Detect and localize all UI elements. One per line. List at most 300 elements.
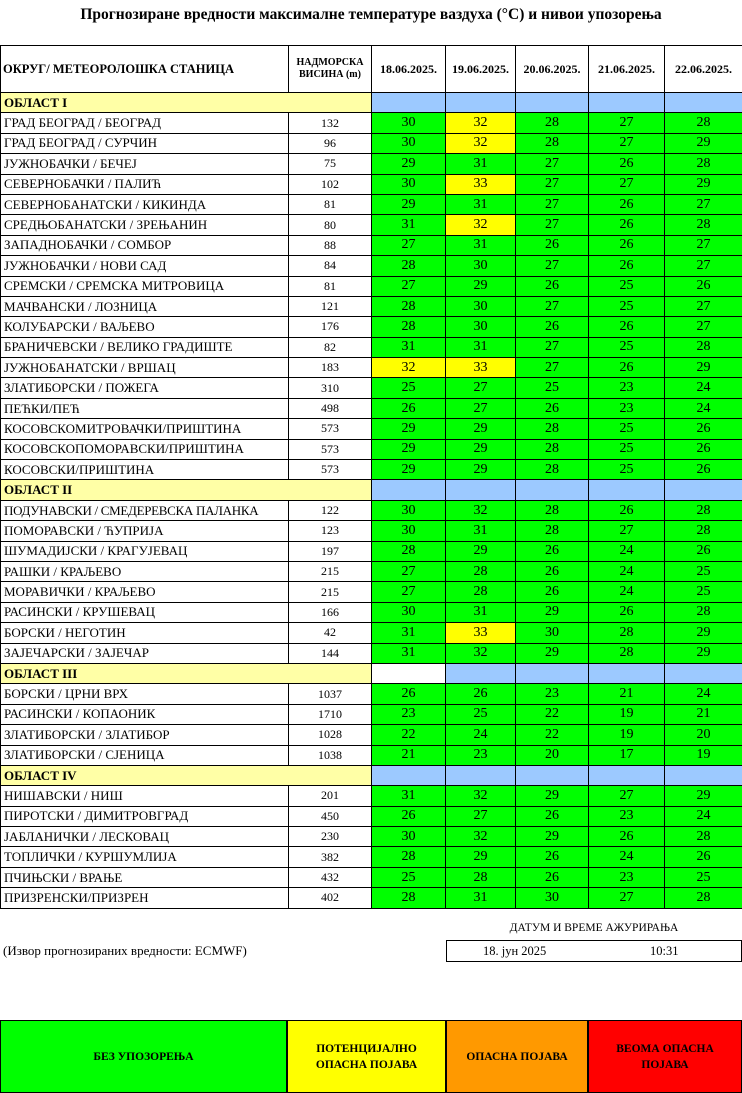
region-band-cell bbox=[516, 663, 589, 683]
temperature-cell: 19 bbox=[589, 725, 665, 745]
region-band-cell bbox=[516, 480, 589, 500]
source-note: (Извор прогнозираних вредности: ECMWF) bbox=[3, 943, 247, 958]
temperature-cell: 19 bbox=[665, 745, 742, 765]
temperature-cell: 27 bbox=[516, 256, 589, 276]
temperature-cell: 26 bbox=[589, 602, 665, 622]
temperature-cell: 30 bbox=[372, 827, 446, 847]
header-date-2: 19.06.2025. bbox=[446, 46, 516, 93]
temperature-cell: 26 bbox=[516, 806, 589, 826]
forecast-table bbox=[0, 45, 742, 909]
temperature-cell: 28 bbox=[516, 460, 589, 480]
station-name: ЗАЈЕЧАРСКИ / ЗАЈЕЧАР bbox=[1, 643, 289, 663]
temperature-cell: 29 bbox=[516, 786, 589, 806]
temperature-cell: 24 bbox=[589, 561, 665, 581]
temperature-cell: 31 bbox=[446, 521, 516, 541]
update-date: 18. јун 2025 bbox=[483, 944, 547, 958]
header-altitude bbox=[289, 46, 372, 93]
altitude-value: 201 bbox=[289, 786, 372, 806]
temperature-cell: 26 bbox=[665, 439, 742, 459]
station-name: ПРИЗРЕНСКИ/ПРИЗРЕН bbox=[1, 888, 289, 908]
region-label: ОБЛАСТ II bbox=[1, 480, 372, 500]
temperature-cell: 30 bbox=[516, 888, 589, 908]
temperature-cell: 30 bbox=[372, 113, 446, 133]
region-label: ОБЛАСТ III bbox=[1, 663, 372, 683]
region-band-cell bbox=[446, 480, 516, 500]
altitude-value: 183 bbox=[289, 358, 372, 378]
region-row bbox=[1, 480, 742, 500]
temperature-cell: 26 bbox=[516, 847, 589, 867]
altitude-value: 1028 bbox=[289, 725, 372, 745]
table-row bbox=[1, 888, 742, 908]
temperature-cell: 22 bbox=[372, 725, 446, 745]
region-band-cell bbox=[446, 765, 516, 785]
temperature-cell: 30 bbox=[446, 296, 516, 316]
station-name: ТОПЛИЧКИ / КУРШУМЛИЈА bbox=[1, 847, 289, 867]
temperature-cell: 28 bbox=[372, 256, 446, 276]
station-name: ПОМОРАВСКИ / ЋУПРИЈА bbox=[1, 521, 289, 541]
station-name: КОСОВСКОПОМОРАВСКИ/ПРИШТИНА bbox=[1, 439, 289, 459]
altitude-value: 498 bbox=[289, 398, 372, 418]
temperature-cell: 26 bbox=[516, 867, 589, 887]
update-time: 10:31 bbox=[650, 944, 679, 958]
table-row bbox=[1, 113, 742, 133]
temperature-cell: 27 bbox=[446, 398, 516, 418]
altitude-value: 382 bbox=[289, 847, 372, 867]
temperature-cell: 27 bbox=[589, 521, 665, 541]
temperature-cell: 28 bbox=[665, 521, 742, 541]
temperature-cell: 27 bbox=[446, 806, 516, 826]
table-row bbox=[1, 256, 742, 276]
temperature-cell: 33 bbox=[446, 358, 516, 378]
table-row bbox=[1, 215, 742, 235]
station-name: НИШАВСКИ / НИШ bbox=[1, 786, 289, 806]
temperature-cell: 28 bbox=[665, 154, 742, 174]
temperature-cell: 28 bbox=[589, 623, 665, 643]
temperature-cell: 31 bbox=[446, 235, 516, 255]
altitude-value: 132 bbox=[289, 113, 372, 133]
altitude-value: 215 bbox=[289, 582, 372, 602]
temperature-cell: 28 bbox=[446, 867, 516, 887]
temperature-cell: 26 bbox=[516, 398, 589, 418]
table-row bbox=[1, 704, 742, 724]
temperature-cell: 29 bbox=[372, 439, 446, 459]
region-band-cell bbox=[372, 663, 446, 683]
temperature-cell: 26 bbox=[372, 684, 446, 704]
temperature-cell: 29 bbox=[516, 602, 589, 622]
temperature-cell: 28 bbox=[516, 439, 589, 459]
temperature-cell: 26 bbox=[589, 235, 665, 255]
altitude-value: 75 bbox=[289, 154, 372, 174]
region-band-cell bbox=[589, 480, 665, 500]
temperature-cell: 29 bbox=[372, 460, 446, 480]
temperature-cell: 28 bbox=[665, 215, 742, 235]
temperature-cell: 27 bbox=[372, 582, 446, 602]
temperature-cell: 31 bbox=[446, 602, 516, 622]
temperature-cell: 25 bbox=[589, 419, 665, 439]
table-row bbox=[1, 133, 742, 153]
temperature-cell: 26 bbox=[516, 235, 589, 255]
update-box bbox=[446, 940, 742, 962]
temperature-cell: 28 bbox=[516, 521, 589, 541]
temperature-cell: 28 bbox=[516, 419, 589, 439]
table-row bbox=[1, 684, 742, 704]
temperature-cell: 25 bbox=[589, 296, 665, 316]
table-row bbox=[1, 460, 742, 480]
temperature-cell: 26 bbox=[516, 276, 589, 296]
station-name: РАСИНСКИ / КОПАОНИК bbox=[1, 704, 289, 724]
temperature-cell: 31 bbox=[446, 888, 516, 908]
region-band-cell bbox=[516, 765, 589, 785]
table-row bbox=[1, 154, 742, 174]
temperature-cell: 24 bbox=[665, 806, 742, 826]
station-name: ЗЛАТИБОРСКИ / ЗЛАТИБОР bbox=[1, 725, 289, 745]
table-row bbox=[1, 317, 742, 337]
temperature-cell: 25 bbox=[446, 704, 516, 724]
temperature-cell: 29 bbox=[665, 174, 742, 194]
temperature-cell: 31 bbox=[446, 194, 516, 214]
altitude-value: 102 bbox=[289, 174, 372, 194]
temperature-cell: 26 bbox=[589, 827, 665, 847]
temperature-cell: 26 bbox=[516, 582, 589, 602]
temperature-cell: 26 bbox=[372, 806, 446, 826]
table-row bbox=[1, 541, 742, 561]
temperature-cell: 27 bbox=[589, 888, 665, 908]
temperature-cell: 32 bbox=[446, 786, 516, 806]
temperature-cell: 28 bbox=[372, 847, 446, 867]
station-name: РАСИНСКИ / КРУШЕВАЦ bbox=[1, 602, 289, 622]
altitude-value: 144 bbox=[289, 643, 372, 663]
temperature-cell: 28 bbox=[665, 113, 742, 133]
altitude-value: 197 bbox=[289, 541, 372, 561]
temperature-cell: 28 bbox=[516, 113, 589, 133]
table-row bbox=[1, 235, 742, 255]
temperature-cell: 27 bbox=[516, 174, 589, 194]
header-row bbox=[1, 46, 742, 93]
temperature-cell: 26 bbox=[372, 398, 446, 418]
header-altitude-line1: НАДМОРСКА bbox=[296, 57, 364, 68]
region-band-cell bbox=[665, 765, 742, 785]
table-row bbox=[1, 296, 742, 316]
table-row bbox=[1, 276, 742, 296]
temperature-cell: 26 bbox=[589, 358, 665, 378]
temperature-cell: 25 bbox=[665, 867, 742, 887]
legend-label: ПОТЕНЦИЈАЛНО ОПАСНА ПОЈАВА bbox=[315, 1042, 418, 1071]
region-band-cell bbox=[372, 765, 446, 785]
region-row bbox=[1, 765, 742, 785]
altitude-value: 310 bbox=[289, 378, 372, 398]
altitude-value: 123 bbox=[289, 521, 372, 541]
table-row bbox=[1, 623, 742, 643]
region-label: ОБЛАСТ I bbox=[1, 93, 372, 113]
temperature-cell: 27 bbox=[589, 786, 665, 806]
station-name: МАЧВАНСКИ / ЛОЗНИЦА bbox=[1, 296, 289, 316]
temperature-cell: 28 bbox=[446, 561, 516, 581]
station-name: БОРСКИ / ЦРНИ ВРХ bbox=[1, 684, 289, 704]
station-name: ПЕЋКИ/ПЕЋ bbox=[1, 398, 289, 418]
temperature-cell: 24 bbox=[665, 378, 742, 398]
temperature-cell: 27 bbox=[372, 235, 446, 255]
temperature-cell: 27 bbox=[516, 215, 589, 235]
table-row bbox=[1, 643, 742, 663]
altitude-value: 215 bbox=[289, 561, 372, 581]
temperature-cell: 27 bbox=[372, 561, 446, 581]
table-row bbox=[1, 786, 742, 806]
legend-item bbox=[588, 1020, 742, 1093]
station-name: ГРАД БЕОГРАД / БЕОГРАД bbox=[1, 113, 289, 133]
legend-label: ВЕОМА ОПАСНА ПОЈАВА bbox=[616, 1042, 714, 1071]
temperature-cell: 27 bbox=[516, 154, 589, 174]
legend-item bbox=[287, 1020, 446, 1093]
altitude-value: 82 bbox=[289, 337, 372, 357]
region-band-cell bbox=[589, 663, 665, 683]
station-name: ГРАД БЕОГРАД / СУРЧИН bbox=[1, 133, 289, 153]
temperature-cell: 23 bbox=[589, 398, 665, 418]
altitude-value: 1710 bbox=[289, 704, 372, 724]
region-band-cell bbox=[372, 93, 446, 113]
temperature-cell: 27 bbox=[665, 194, 742, 214]
temperature-cell: 28 bbox=[372, 888, 446, 908]
temperature-cell: 26 bbox=[516, 561, 589, 581]
header-altitude-line2: ВИСИНА (m) bbox=[299, 69, 361, 80]
temperature-cell: 25 bbox=[665, 561, 742, 581]
table-row bbox=[1, 439, 742, 459]
temperature-cell: 27 bbox=[516, 337, 589, 357]
temperature-cell: 28 bbox=[589, 643, 665, 663]
temperature-cell: 33 bbox=[446, 174, 516, 194]
region-band-cell bbox=[589, 93, 665, 113]
temperature-cell: 23 bbox=[446, 745, 516, 765]
temperature-cell: 26 bbox=[665, 460, 742, 480]
temperature-cell: 30 bbox=[372, 500, 446, 520]
legend-label: ОПАСНА ПОЈАВА bbox=[466, 1050, 568, 1063]
temperature-cell: 25 bbox=[589, 276, 665, 296]
station-name: СЕВЕРНОБАЧКИ / ПАЛИЋ bbox=[1, 174, 289, 194]
temperature-cell: 32 bbox=[446, 500, 516, 520]
temperature-cell: 26 bbox=[589, 215, 665, 235]
temperature-cell: 28 bbox=[372, 317, 446, 337]
region-band-cell bbox=[516, 93, 589, 113]
altitude-value: 96 bbox=[289, 133, 372, 153]
table-row bbox=[1, 561, 742, 581]
header-date-3: 20.06.2025. bbox=[516, 46, 589, 93]
temperature-cell: 24 bbox=[589, 847, 665, 867]
temperature-cell: 29 bbox=[446, 460, 516, 480]
temperature-cell: 22 bbox=[516, 704, 589, 724]
temperature-cell: 30 bbox=[372, 521, 446, 541]
temperature-cell: 30 bbox=[446, 317, 516, 337]
altitude-value: 176 bbox=[289, 317, 372, 337]
temperature-cell: 27 bbox=[665, 296, 742, 316]
altitude-value: 121 bbox=[289, 296, 372, 316]
temperature-cell: 33 bbox=[446, 623, 516, 643]
table-row bbox=[1, 725, 742, 745]
temperature-cell: 29 bbox=[665, 786, 742, 806]
altitude-value: 42 bbox=[289, 623, 372, 643]
altitude-value: 122 bbox=[289, 500, 372, 520]
table-row bbox=[1, 378, 742, 398]
temperature-cell: 26 bbox=[589, 154, 665, 174]
temperature-cell: 21 bbox=[372, 745, 446, 765]
table-row bbox=[1, 582, 742, 602]
temperature-cell: 27 bbox=[516, 194, 589, 214]
temperature-cell: 29 bbox=[446, 847, 516, 867]
temperature-cell: 26 bbox=[516, 317, 589, 337]
temperature-cell: 26 bbox=[516, 541, 589, 561]
temperature-cell: 24 bbox=[589, 582, 665, 602]
altitude-value: 81 bbox=[289, 194, 372, 214]
table-row bbox=[1, 174, 742, 194]
temperature-cell: 25 bbox=[516, 378, 589, 398]
altitude-value: 1038 bbox=[289, 745, 372, 765]
temperature-cell: 27 bbox=[665, 235, 742, 255]
temperature-cell: 26 bbox=[665, 847, 742, 867]
temperature-cell: 28 bbox=[665, 500, 742, 520]
temperature-cell: 26 bbox=[589, 500, 665, 520]
update-label: ДАТУМ И ВРЕМЕ АЖУРИРАЊА bbox=[509, 922, 679, 934]
temperature-cell: 29 bbox=[372, 194, 446, 214]
region-band-cell bbox=[589, 765, 665, 785]
temperature-cell: 31 bbox=[446, 337, 516, 357]
table-row bbox=[1, 398, 742, 418]
station-name: ПИРОТСКИ / ДИМИТРОВГРАД bbox=[1, 806, 289, 826]
temperature-cell: 32 bbox=[372, 358, 446, 378]
station-name: ПЧИЊСКИ / ВРАЊЕ bbox=[1, 867, 289, 887]
region-band-cell bbox=[665, 480, 742, 500]
temperature-cell: 28 bbox=[665, 337, 742, 357]
altitude-value: 573 bbox=[289, 439, 372, 459]
altitude-value: 88 bbox=[289, 235, 372, 255]
temperature-cell: 27 bbox=[589, 113, 665, 133]
temperature-cell: 17 bbox=[589, 745, 665, 765]
temperature-cell: 30 bbox=[446, 256, 516, 276]
temperature-cell: 28 bbox=[516, 500, 589, 520]
temperature-cell: 27 bbox=[446, 378, 516, 398]
table-row bbox=[1, 867, 742, 887]
region-band-cell bbox=[665, 663, 742, 683]
temperature-cell: 31 bbox=[372, 643, 446, 663]
altitude-value: 166 bbox=[289, 602, 372, 622]
temperature-cell: 32 bbox=[446, 215, 516, 235]
temperature-cell: 24 bbox=[665, 398, 742, 418]
temperature-cell: 32 bbox=[446, 113, 516, 133]
table-row bbox=[1, 745, 742, 765]
temperature-cell: 28 bbox=[665, 888, 742, 908]
station-name: БОРСКИ / НЕГОТИН bbox=[1, 623, 289, 643]
table-row bbox=[1, 521, 742, 541]
temperature-cell: 29 bbox=[665, 623, 742, 643]
station-name: ЈАБЛАНИЧКИ / ЛЕСКОВАЦ bbox=[1, 827, 289, 847]
temperature-cell: 27 bbox=[589, 133, 665, 153]
station-name: БРАНИЧЕВСКИ / ВЕЛИКО ГРАДИШТЕ bbox=[1, 337, 289, 357]
temperature-cell: 29 bbox=[446, 541, 516, 561]
station-name: ШУМАДИЈСКИ / КРАГУЈЕВАЦ bbox=[1, 541, 289, 561]
temperature-cell: 25 bbox=[372, 378, 446, 398]
temperature-cell: 31 bbox=[372, 337, 446, 357]
temperature-cell: 23 bbox=[516, 684, 589, 704]
station-name: СРЕДЊОБАНАТСКИ / ЗРЕЊАНИН bbox=[1, 215, 289, 235]
header-date-5: 22.06.2025. bbox=[665, 46, 742, 93]
station-name: СЕВЕРНОБАНАТСКИ / КИКИНДА bbox=[1, 194, 289, 214]
temperature-cell: 23 bbox=[589, 378, 665, 398]
temperature-cell: 24 bbox=[446, 725, 516, 745]
temperature-cell: 24 bbox=[665, 684, 742, 704]
station-name: РАШКИ / КРАЉЕВО bbox=[1, 561, 289, 581]
temperature-cell: 21 bbox=[589, 684, 665, 704]
temperature-cell: 27 bbox=[665, 317, 742, 337]
temperature-cell: 29 bbox=[372, 419, 446, 439]
temperature-cell: 31 bbox=[372, 786, 446, 806]
temperature-cell: 27 bbox=[589, 174, 665, 194]
temperature-cell: 32 bbox=[446, 133, 516, 153]
temperature-cell: 30 bbox=[372, 133, 446, 153]
page-title: Прогнозиране вредности максималне температуре ваздуха (°C) и нивои упозорења bbox=[80, 6, 662, 23]
altitude-value: 573 bbox=[289, 419, 372, 439]
temperature-cell: 26 bbox=[589, 256, 665, 276]
temperature-cell: 26 bbox=[665, 276, 742, 296]
temperature-cell: 23 bbox=[589, 806, 665, 826]
temperature-cell: 22 bbox=[516, 725, 589, 745]
temperature-cell: 32 bbox=[446, 643, 516, 663]
temperature-cell: 25 bbox=[589, 337, 665, 357]
table-row bbox=[1, 358, 742, 378]
region-row bbox=[1, 93, 742, 113]
altitude-value: 573 bbox=[289, 460, 372, 480]
temperature-cell: 28 bbox=[516, 133, 589, 153]
table-row bbox=[1, 419, 742, 439]
station-name: ПОДУНАВСКИ / СМЕДЕРЕВСКА ПАЛАНКА bbox=[1, 500, 289, 520]
temperature-cell: 30 bbox=[372, 174, 446, 194]
altitude-value: 230 bbox=[289, 827, 372, 847]
temperature-cell: 28 bbox=[446, 582, 516, 602]
temperature-cell: 27 bbox=[516, 296, 589, 316]
temperature-cell: 26 bbox=[665, 541, 742, 561]
station-name: КОСОВСКИ/ПРИШТИНА bbox=[1, 460, 289, 480]
region-band-cell bbox=[372, 480, 446, 500]
temperature-cell: 27 bbox=[372, 276, 446, 296]
temperature-cell: 29 bbox=[446, 276, 516, 296]
station-name: КОСОВСКОМИТРОВАЧКИ/ПРИШТИНА bbox=[1, 419, 289, 439]
header-date-4: 21.06.2025. bbox=[589, 46, 665, 93]
temperature-cell: 27 bbox=[665, 256, 742, 276]
station-name: ЗАПАДНОБАЧКИ / СОМБОР bbox=[1, 235, 289, 255]
station-name: СРЕМСКИ / СРЕМСКА МИТРОВИЦА bbox=[1, 276, 289, 296]
temperature-cell: 24 bbox=[589, 541, 665, 561]
legend-item bbox=[446, 1020, 588, 1093]
altitude-value: 84 bbox=[289, 256, 372, 276]
temperature-cell: 20 bbox=[516, 745, 589, 765]
temperature-cell: 30 bbox=[372, 602, 446, 622]
table-row bbox=[1, 827, 742, 847]
altitude-value: 80 bbox=[289, 215, 372, 235]
temperature-cell: 28 bbox=[372, 296, 446, 316]
temperature-cell: 29 bbox=[446, 439, 516, 459]
table-row bbox=[1, 194, 742, 214]
table-row bbox=[1, 806, 742, 826]
temperature-cell: 20 bbox=[665, 725, 742, 745]
temperature-cell: 29 bbox=[665, 643, 742, 663]
station-name: ЈУЖНОБАЧКИ / БЕЧЕЈ bbox=[1, 154, 289, 174]
temperature-cell: 31 bbox=[446, 154, 516, 174]
legend-label: БЕЗ УПОЗОРЕЊА bbox=[93, 1050, 194, 1063]
temperature-cell: 31 bbox=[372, 215, 446, 235]
temperature-cell: 25 bbox=[665, 582, 742, 602]
temperature-cell: 23 bbox=[372, 704, 446, 724]
temperature-cell: 29 bbox=[372, 154, 446, 174]
altitude-value: 432 bbox=[289, 867, 372, 887]
temperature-cell: 30 bbox=[516, 623, 589, 643]
temperature-cell: 29 bbox=[446, 419, 516, 439]
temperature-cell: 28 bbox=[665, 827, 742, 847]
